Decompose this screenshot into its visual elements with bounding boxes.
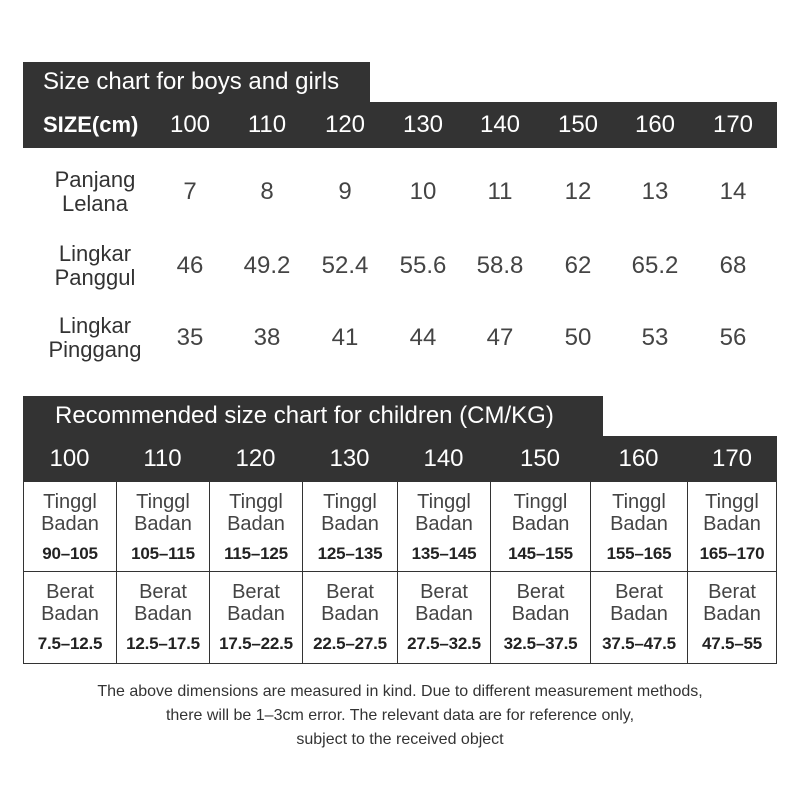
cell-label [210,581,302,625]
table-cell-weight [117,572,210,663]
row-label [20,308,170,368]
cell-label-line2: Badan [511,513,570,535]
cell-label-line2: Badan [227,603,285,625]
size-column-label: SIZE(cm) [43,112,139,137]
table-row-lingkar-panggul [0,236,800,296]
cell-label-line2: Badan [415,603,473,625]
size-header-150: 150 [519,445,561,472]
size-header-170: 170 [712,111,754,138]
row-label-line2: Lelana [61,191,129,216]
cell-label-line2: Badan [41,603,99,625]
cell-value: 90–105 [42,544,98,563]
table-cell: 55.6 [399,252,447,279]
size-header-120: 120 [235,445,276,472]
table-cell-height [491,482,591,571]
cell-label-line1: Tinggl [612,491,666,513]
size-header-110: 110 [143,445,182,472]
cell-label [398,581,490,625]
table-cell: 7 [183,178,197,205]
cell-label [591,581,687,625]
cell-label-line2: Badan [41,513,99,535]
cell-label-line2: Badan [227,513,285,535]
table-cell-height [24,482,117,571]
cell-value: 27.5–32.5 [407,634,481,653]
cell-value: 125–135 [317,544,383,563]
table-cell-height [210,482,303,571]
cell-value: 37.5–47.5 [602,634,676,653]
size-header-150: 150 [557,111,599,138]
table-cell-height [303,482,398,571]
cell-label [210,491,302,535]
cell-label-line2: Badan [703,513,761,535]
table-cell: 10 [409,178,437,205]
cell-value: 17.5–22.5 [219,634,293,653]
cell-label [398,491,490,535]
table-cell: 46 [176,252,204,279]
table-cell-weight [491,572,591,663]
cell-label-line1: Tinggl [513,491,568,513]
table-cell: 41 [331,324,359,351]
table-cell: 12 [564,178,592,205]
recommended-size-header-row [23,436,777,482]
size-header-130: 130 [329,445,370,472]
size-header-140: 140 [423,445,464,472]
table-cell: 62 [564,252,592,279]
table-cell: 47 [486,324,514,351]
cell-label-line1: Tinggl [136,491,190,513]
table-cell-height [117,482,210,571]
table-cell: 11 [487,178,513,205]
table-cell-weight [591,572,688,663]
table-cell: 68 [719,252,747,279]
cell-label-line1: Berat [516,581,565,603]
size-chart-header-row [23,102,777,148]
cell-label [688,581,776,625]
table-cell-weight [303,572,398,663]
table-cell: 9 [338,178,352,205]
cell-label-line2: Badan [610,513,668,535]
measurement-disclaimer [0,680,800,752]
row-label [20,236,170,296]
cell-value: 22.5–27.5 [313,634,387,653]
size-header-170: 170 [711,445,753,472]
cell-label-line2: Badan [321,603,379,625]
table-row-panjang-lelana [0,162,800,222]
cell-label [303,581,397,625]
cell-label-line2: Badan [134,603,192,625]
table-cell-weight [24,572,117,663]
row-label-line1: Lingkar [58,313,132,338]
cell-label-line2: Badan [321,513,379,535]
size-header-120: 120 [324,111,366,138]
size-header-130: 130 [402,111,444,138]
cell-label [117,491,209,535]
table-cell: 14 [719,178,747,205]
size-header-100: 100 [49,445,90,472]
table-cell: 49.2 [243,252,291,279]
disclaimer-line2: there will be 1–3cm error. The relevant data are for reference only, [165,707,635,724]
cell-label [24,491,116,535]
cell-label-line1: Tinggl [229,491,283,513]
table-cell-height [398,482,491,571]
recommended-size-chart-title: Recommended size chart for children (CM/KG) [23,396,603,436]
cell-value: 145–155 [508,544,573,563]
table-cell: 52.4 [321,252,369,279]
cell-label [688,491,776,535]
table-cell: 65.2 [631,252,679,279]
table-cell-weight [688,572,776,663]
disclaimer-line3: subject to the received object [296,731,504,748]
row-label-line2: Panggul [54,265,136,290]
cell-label-line1: Berat [326,581,374,603]
cell-label [24,581,116,625]
cell-label-line1: Berat [46,581,94,603]
table-cell: 38 [253,324,281,351]
table-cell: 8 [260,178,274,205]
size-header-160: 160 [618,445,659,472]
table-cell: 53 [641,324,669,351]
size-header-160: 160 [634,111,676,138]
cell-value: 115–125 [224,544,288,563]
row-label-line1: Panjang [54,167,136,192]
cell-label [591,491,687,535]
cell-label-line1: Berat [708,581,756,603]
size-header-100: 100 [169,111,211,138]
cell-value: 12.5–17.5 [126,634,200,653]
row-label-line2: Pinggang [48,337,142,362]
cell-label-line1: Berat [232,581,280,603]
cell-label-line1: Berat [615,581,663,603]
table-row-lingkar-pinggang [0,308,800,368]
cell-label-line2: Badan [703,603,761,625]
row-label-line1: Lingkar [58,241,132,266]
table-cell: 56 [719,324,747,351]
cell-value: 47.5–55 [701,634,763,653]
table-cell-height [688,482,776,571]
cell-label-line1: Tinggl [43,491,97,513]
cell-label-line2: Badan [134,513,192,535]
size-header-110: 110 [247,111,287,138]
cell-label-line1: Berat [420,581,468,603]
cell-value: 165–170 [699,544,765,563]
row-label [20,162,170,222]
disclaimer-line1: The above dimensions are measured in kind. Due to different measurement methods, [97,683,703,700]
cell-label [491,491,590,535]
table-cell: 35 [176,324,204,351]
cell-label-line1: Tinggl [417,491,471,513]
size-header-140: 140 [479,111,521,138]
cell-label-line1: Berat [139,581,187,603]
cell-label [303,491,397,535]
table-cell: 50 [564,324,592,351]
table-cell-weight [398,572,491,663]
table-cell-weight [210,572,303,663]
cell-value: 155–165 [606,544,672,563]
table-cell: 13 [641,178,669,205]
cell-label-line1: Tinggl [323,491,377,513]
cell-label [117,581,209,625]
cell-label-line2: Badan [511,603,570,625]
table-cell: 58.8 [476,252,524,279]
size-chart-title: Size chart for boys and girls [23,62,370,102]
cell-label [491,581,590,625]
recommended-size-grid [23,482,777,664]
cell-label-line2: Badan [610,603,668,625]
cell-value: 32.5–37.5 [503,634,578,653]
table-cell-height [591,482,688,571]
cell-label-line1: Tinggl [705,491,759,513]
cell-value: 105–115 [131,544,195,563]
cell-value: 7.5–12.5 [37,634,103,653]
table-cell: 44 [409,324,437,351]
cell-value: 135–145 [411,544,477,563]
cell-label-line2: Badan [415,513,473,535]
